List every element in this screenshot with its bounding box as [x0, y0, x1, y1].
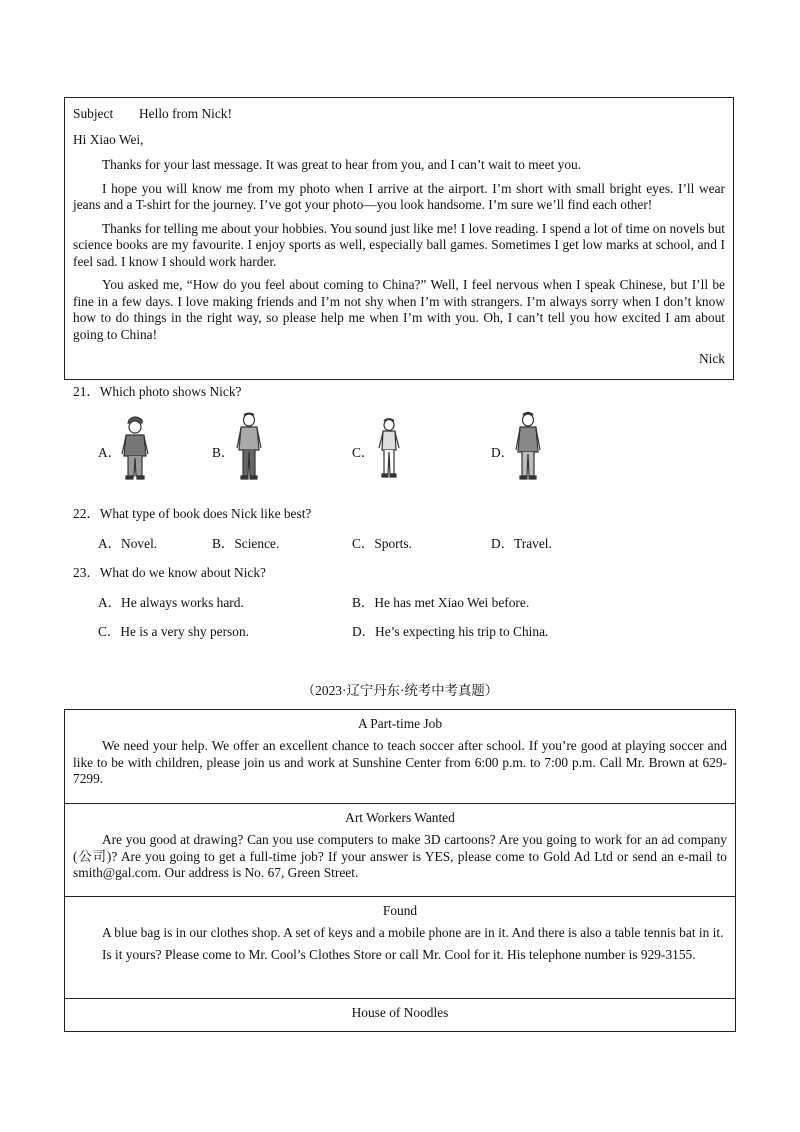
email-paragraph: Thanks for telling me about your hobbies. You sound just like me! I love reading. I spend a lot of time on novels but science books are my favourite. I enjoy sports as well, especially ball games. Sometimes I get low marks at school, and I feel sad. I know I should work harder. [73, 220, 725, 269]
exam-source: （2023·辽宁丹东·统考中考真题） [301, 683, 499, 698]
subject-text: Hello from Nick! [139, 106, 232, 121]
ad-house-of-noodles [65, 999, 735, 1031]
option-21d[interactable]: D． [491, 445, 515, 460]
option-22d[interactable]: D．Travel. [491, 536, 552, 551]
ads-box [64, 709, 736, 1032]
option-21b[interactable]: B． [212, 445, 235, 460]
email-paragraph: Thanks for your last message. It was great to hear from you, and I can’t wait to meet you. [102, 157, 582, 172]
option-22c[interactable]: C．Sports. [352, 536, 412, 551]
ad-title: A Part-time Job [357, 716, 443, 731]
ad-art-workers [65, 804, 735, 897]
email-greeting: Hi Xiao Wei, [73, 132, 144, 147]
email-box [64, 97, 734, 380]
subject-label: Subject [73, 106, 114, 121]
option-23b[interactable]: B．He has met Xiao Wei before. [352, 595, 530, 610]
option-23a[interactable]: A．He always works hard. [98, 595, 244, 610]
short-person-figure [118, 412, 152, 484]
option-21c[interactable]: C． [352, 445, 375, 460]
email-signoff: Nick [698, 351, 725, 366]
email-paragraph: I hope you will know me from my photo when I arrive at the airport. I’m short with small bright eyes. I’ll wear jeans and a T-shirt for the journey. I’ve got your photo—you look handsome. I’m sure we’ll find each other! [73, 180, 725, 212]
option-22a[interactable]: A．Novel. [98, 536, 158, 551]
ad-title: Found [382, 903, 418, 918]
email-paragraph: You asked me, “How do you feel about coming to China?” Well, I feel nervous when I speak Chinese, but I’ll be fine in a few days. I love making friends and I’m not shy when I’m with strangers. I’m always sorry when I don’t know how to do things in the right way, so please help me when I’m with you. Oh, I can’t tell you how excited I am about going to China! [73, 277, 725, 342]
ad-text: A blue bag is in our clothes shop. A set of keys and a mobile phone are in it. And there is also a table tennis bat in it. [102, 925, 724, 940]
ad-title: Art Workers Wanted [345, 810, 455, 825]
option-22b[interactable]: B．Science. [212, 536, 280, 551]
tall-person-figure [511, 412, 545, 484]
tall-person-figure [232, 412, 266, 484]
question-21: 21．Which photo shows Nick? [73, 384, 242, 399]
question-23: 23．What do we know about Nick? [73, 565, 267, 580]
ad-text: Are you good at drawing? Can you use computers to make 3D cartoons? Are you going to work for an ad company (公司)? Are you going to get a full-time job? If your answer is YES, please come to Gold Ad Ltd or send an e-mail to smith@gal.com. Our address is No. 67, Green Street. [73, 832, 727, 880]
small-person-figure [372, 412, 406, 484]
question-22: 22．What type of book does Nick like best? [73, 506, 312, 521]
option-23c[interactable]: C．He is a very shy person. [98, 624, 249, 639]
ad-title: House of Noodles [351, 1005, 449, 1020]
ad-found [65, 897, 735, 999]
ad-text: Is it yours? Please come to Mr. Cool’s Clothes Store or call Mr. Cool for it. His telephone number is 929-3155. [102, 946, 696, 962]
email-subject-line [73, 104, 725, 124]
ad-part-time-job [65, 710, 735, 804]
option-21a[interactable]: A． [98, 445, 122, 460]
option-23d[interactable]: D．He’s expecting his trip to China. [352, 624, 549, 639]
ad-text: We need your help. We offer an excellent chance to teach soccer after school. If you’re good at playing soccer and like to be with children, please join us and work at Sunshine Center from 6:00 p.m. to 7:00 p.m. Call Mr. Brown at 629-7299. [73, 738, 727, 786]
